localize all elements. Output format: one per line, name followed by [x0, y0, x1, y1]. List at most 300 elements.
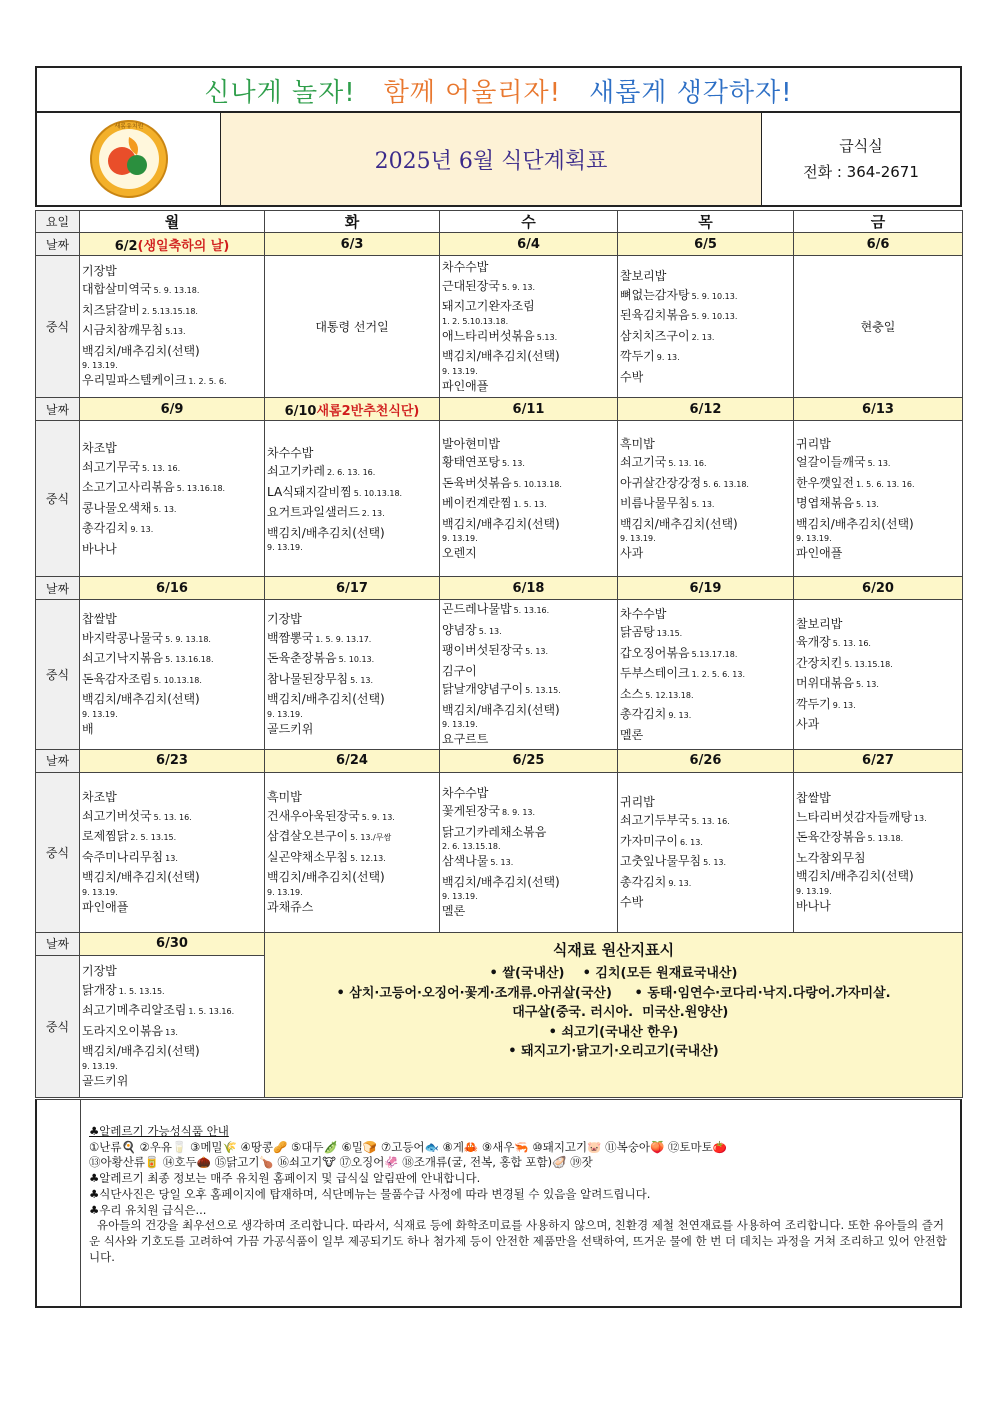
menu-item [267, 524, 437, 543]
menu-item [796, 886, 960, 897]
menu-item [442, 784, 615, 803]
dish-name: 쇠고기무국 [82, 459, 140, 474]
allergen-codes: 8. 9. 13. [501, 808, 536, 817]
allergen-codes: 5. 13. 16. [153, 812, 192, 822]
notice-line-4: ♣식단사진은 당일 오후 홈페이지에 탑재하며, 식단메뉴는 물품수급 사정에 따라 변경될 수 있음을 알려드립니다. [89, 1186, 651, 1201]
dish-name: 느타리버섯감자들깨탕 [796, 809, 912, 824]
dish-name: 대합살미역국 [82, 282, 152, 296]
menu-item [620, 544, 791, 563]
dish-name: 찹쌀밥 [796, 791, 831, 805]
menu-item [82, 629, 262, 650]
weekday-0: 월 [80, 211, 265, 233]
dish-name: 쇠고기국 [620, 455, 667, 469]
dish-name: 총각김치 [620, 874, 667, 889]
holiday-cell: 대통령 선거일 [265, 256, 440, 398]
meal-cell [265, 772, 440, 932]
dish-name: 멜론 [620, 727, 644, 742]
menu-item [267, 848, 437, 869]
menu-item [82, 962, 262, 981]
dish-name: LA식돼지갈비찜 [267, 484, 352, 499]
meal-cell [618, 772, 794, 932]
menu-item [620, 705, 791, 726]
notice-line-3: ♣알레르기 최종 정보는 매주 유치원 홈페이지 및 급식실 알림판에 안내합니다. [89, 1171, 481, 1186]
dish-name: 백김치/배추김치(선택) [442, 516, 560, 531]
menu-item [82, 301, 262, 322]
dish-name: 바지락콩나물국 [82, 630, 164, 645]
dish-name: 팽이버섯된장국 [442, 643, 524, 657]
menu-item [267, 629, 437, 650]
menu-item [620, 623, 791, 644]
dish-name: 차수수밥 [442, 785, 489, 800]
menu-item [82, 709, 262, 720]
dish-name: 총각김치 [82, 521, 129, 535]
allergen-codes: 9. 13. [130, 525, 154, 534]
menu-item [442, 891, 615, 902]
dish-name: 오렌지 [442, 546, 477, 560]
dish-name: 파인애플 [442, 378, 489, 393]
menu-item [82, 887, 262, 898]
date-row [36, 233, 963, 256]
menu-item [442, 258, 615, 277]
menu-item [442, 730, 615, 749]
allergen-codes: 9. 13.19. [82, 709, 118, 719]
dish-name: 삼색나물 [442, 854, 489, 868]
dish-name: 골드키위 [267, 721, 314, 736]
menu-item [82, 1072, 262, 1091]
menu-item [620, 368, 791, 387]
date-text: 6/23 [156, 753, 188, 768]
menu-item [620, 435, 791, 454]
dish-name: 배 [82, 721, 94, 736]
menu-item [267, 720, 437, 739]
date-text: 6/9 [160, 401, 184, 417]
dish-name: 돈육버섯볶음 [442, 475, 512, 490]
date-cell [80, 577, 265, 600]
menu-item [267, 898, 437, 917]
allergen-codes: 2. 13. [691, 332, 715, 342]
dish-name: 닭날개양념구이 [442, 682, 524, 696]
menu-item [442, 316, 615, 327]
dept-label: 급식실 [839, 137, 883, 155]
menu-item [620, 474, 791, 495]
dish-name: 쇠고기메추리알조림 [82, 1003, 187, 1017]
date-row [36, 932, 963, 955]
menu-item [442, 453, 615, 474]
menu-item [82, 670, 262, 691]
date-text: 6/19 [689, 580, 722, 596]
date-cell [440, 233, 618, 256]
allergen-codes: 13.15. [656, 629, 683, 638]
allergen-codes: 5. 12.13. [350, 853, 386, 863]
kindergarten-logo-icon [89, 119, 169, 199]
date-cell [794, 233, 963, 256]
allergen-codes: 1. 2. 5. 6. [188, 377, 227, 386]
date-text: 6/6 [866, 236, 890, 252]
allergen-codes: 5. 13.18. [867, 834, 904, 843]
date-text: 6/27 [862, 753, 894, 768]
dish-name: 근대된장국 [442, 278, 500, 293]
dish-name: 간장치킨 [796, 655, 843, 670]
origin-line: • 쌀(국내산) • 김치(모든 원재료국내산) [489, 966, 738, 981]
date-note: 새롬2반추천식단) [316, 403, 420, 419]
meal-cell [80, 421, 265, 577]
dish-name: 흑미밥 [620, 436, 655, 451]
dish-name: 요구르트 [442, 732, 489, 746]
contact-info [762, 113, 960, 205]
allergen-codes: 5. 9. 13.18. [153, 286, 200, 295]
dish-name: 백김치/배추김치(선택) [796, 869, 914, 883]
menu-item [267, 503, 437, 524]
menu-item [442, 347, 615, 366]
meal-cell [794, 421, 963, 577]
allergen-codes: 5. 13. [490, 858, 514, 867]
dish-name: 쇠고기버섯국 [82, 808, 152, 823]
allergen-codes: 2. 6. 13. 16. [326, 468, 376, 478]
weekday-4: 금 [794, 211, 963, 233]
date-text: 6/30 [156, 936, 188, 951]
origin-line: 대구살(중국. 러시아. 미국산.원양산) [498, 1005, 729, 1020]
menu-item [620, 533, 791, 544]
allergy-heading: ♣알레르기 가능성식품 안내 [89, 1124, 229, 1138]
allergen-codes: 5. 13. 16. [691, 817, 730, 826]
menu-item [620, 347, 791, 368]
allergen-codes: 5. 10.13.18. [353, 488, 403, 498]
menu-item [267, 670, 437, 691]
dish-name: 과채쥬스 [267, 899, 314, 914]
slogan-1: 신나게 놀자! [204, 77, 356, 108]
menu-item [267, 827, 437, 848]
menu-item [442, 802, 615, 823]
dish-name: 건새우아욱된장국 [267, 808, 360, 823]
allergen-codes: 5. 13.15.18. [844, 659, 893, 669]
date-cell [618, 749, 794, 772]
allergen-codes: 9. 13.19. [442, 534, 478, 543]
menu-item [796, 867, 960, 886]
meal-cell [440, 600, 618, 750]
date-cell [440, 749, 618, 772]
menu-item [620, 664, 791, 685]
allergen-codes: 9. 13.19. [442, 366, 478, 376]
allergen-codes: 5. 13. [855, 680, 879, 690]
dish-name: 백김치/배추김치(선택) [267, 692, 385, 707]
dish-name: 돈육감자조림 [82, 671, 152, 686]
menu-item [442, 852, 615, 873]
menu-item [620, 893, 791, 912]
allergen-codes: 5. 9. 10.13. [691, 312, 738, 321]
date-text: 6/11 [512, 401, 545, 417]
allergen-codes: 2. 5. 13.15. [130, 833, 177, 842]
menu-item [82, 788, 262, 807]
menu-item [267, 462, 437, 483]
menu-item [796, 453, 960, 474]
allergen-codes: 5. 9. 10.13. [691, 291, 738, 301]
allergen-codes: 5. 13.16. [513, 606, 550, 615]
svg-text:새롬유치원: 새롬유치원 [114, 123, 143, 130]
menu-item [796, 808, 960, 829]
menu-item [442, 621, 615, 642]
date-cell [618, 577, 794, 600]
holiday-cell: 현충일 [794, 256, 963, 398]
dish-name: 요거트과일샐러드 [267, 505, 360, 520]
date-text: 6/10 [284, 403, 317, 419]
menu-item [620, 685, 791, 706]
menu-item [796, 654, 960, 675]
menu-table [35, 210, 963, 1098]
menu-item [82, 458, 262, 479]
menu-item [620, 286, 791, 307]
dish-name: 꽃게된장국 [442, 804, 500, 818]
dish-name: 황태연포탕 [442, 455, 500, 469]
menu-item [796, 674, 960, 695]
slogan-2: 함께 어울리자! [383, 77, 562, 108]
lunch-label: 중식 [36, 955, 80, 1097]
allergen-codes: 5. 13.16.18. [176, 484, 226, 493]
allergen-codes: 5. 6. 13.18. [703, 479, 749, 489]
allergen-codes: 5. 13.16.18. [165, 655, 214, 665]
menu-item [82, 807, 262, 828]
dish-name: 기장밥 [82, 964, 117, 978]
dish-name: 골드키위 [82, 1073, 129, 1088]
menu-item [620, 832, 791, 853]
slogan-bar [35, 66, 962, 112]
dish-name: 도라지오이볶음 [82, 1023, 164, 1038]
date-row [36, 577, 963, 600]
menu-item [442, 902, 615, 921]
menu-item [620, 453, 791, 474]
allergen-codes: 5. 13.15. [525, 686, 561, 695]
allergen-codes: 1. 5. 6. 13. 16. [855, 479, 915, 489]
origin-line: • 쇠고기(국내산 한우) [548, 1024, 679, 1040]
menu-item [82, 898, 262, 917]
meal-cell [80, 256, 265, 398]
allergen-codes: 5. 10.13. [338, 655, 375, 665]
allergen-codes: 5. 13./무쌈 [350, 833, 392, 842]
allergen-codes: 1. 5. 9. 13.17. [315, 634, 372, 644]
menu-item [620, 306, 791, 327]
allergen-codes: 9. 13.19. [442, 892, 478, 901]
allergen-codes: 9. 13.19. [796, 886, 832, 896]
dish-name: 실곤약채소무침 [267, 849, 349, 864]
dish-name: 쇠고기두부국 [620, 813, 690, 827]
date-text: 6/2 [114, 238, 138, 254]
menu-item [442, 474, 615, 495]
date-text: 6/3 [340, 236, 364, 252]
dish-name: 깍두기 [796, 696, 831, 711]
date-label: 날짜 [36, 577, 80, 600]
menu-item [796, 544, 960, 563]
date-label: 날짜 [36, 233, 80, 256]
dish-name: 파인애플 [796, 546, 843, 560]
menu-item [620, 515, 791, 534]
dish-name: 아귀살간장강정 [620, 475, 702, 490]
meal-cell [80, 600, 265, 750]
menu-item [82, 981, 262, 1002]
menu-item [82, 360, 262, 371]
menu-item [82, 342, 262, 361]
allergen-codes: 5. 13. [703, 858, 727, 867]
lunch-label: 중식 [36, 600, 80, 750]
lunch-label: 중식 [36, 421, 80, 577]
menu-item [620, 793, 791, 812]
dish-name: 백김치/배추김치(선택) [82, 870, 200, 884]
dish-name: 양념장 [442, 622, 477, 637]
dish-name: 귀리밥 [796, 436, 831, 451]
menu-item [267, 690, 437, 709]
menu-item [267, 807, 437, 828]
date-row [36, 398, 963, 421]
meal-cell [80, 955, 265, 1097]
allergen-codes: 9. 13.19. [82, 887, 118, 897]
menu-item [620, 852, 791, 873]
menu-item [796, 615, 960, 634]
dish-name: 백짬뽕국 [267, 630, 314, 645]
dish-name: 고춧잎나물무침 [620, 854, 702, 868]
menu-item [82, 690, 262, 709]
allergy-list-2: ⑬아황산류🥫 ⑭호두🌰 ⑮닭고기🍗 ⑯쇠고기🐮 ⑰오징어🦑 ⑱조개류(굴, 전복, 홍합 포함)🦪 ⑲잣 [89, 1155, 593, 1170]
menu-item [796, 633, 960, 654]
allergen-codes: 9. 13.19. [267, 543, 303, 553]
allergen-codes: 9. 13.19. [82, 1061, 118, 1071]
allergen-codes: 9. 13. [832, 700, 856, 710]
dish-name: 육개장 [796, 635, 831, 650]
allergen-codes: 5. 10.13.18. [153, 675, 202, 685]
date-text: 6/26 [689, 753, 722, 768]
allergen-codes: 2. 13. [361, 509, 385, 519]
dish-name: 콩나물오색채 [82, 500, 152, 515]
dish-name: 차수수밥 [620, 606, 667, 621]
dish-name: 백김치/배추김치(선택) [82, 692, 200, 707]
dish-name: 흑미밥 [267, 790, 302, 804]
weekday-row [36, 211, 963, 233]
origin-line: • 돼지고기·닭고기·오리고기(국내산) [508, 1044, 719, 1059]
menu-item [796, 828, 960, 849]
date-cell [794, 749, 963, 772]
allergen-codes: 5. 9. 13. [361, 812, 395, 822]
day-label: 요일 [36, 211, 80, 233]
menu-item [82, 610, 262, 629]
notice-line-5: ♣우리 유치원 급식은... [89, 1202, 207, 1217]
allergen-codes: 9. 13. [668, 711, 692, 720]
allergen-codes: 5. 13. [153, 504, 177, 514]
dish-name: 로제찜닭 [82, 829, 129, 843]
allergen-codes: 5.13. [536, 332, 558, 342]
date-text: 6/18 [512, 580, 545, 596]
dish-name: 비름나물무침 [620, 496, 690, 510]
menu-item [620, 494, 791, 515]
date-cell [80, 233, 265, 256]
allergen-codes: 5. 13. [478, 626, 502, 636]
dish-name: 차조밥 [82, 441, 117, 455]
dish-name: 백김치/배추김치(선택) [442, 702, 560, 717]
menu-item [442, 494, 615, 515]
menu-item [82, 321, 262, 342]
allergen-codes: 5. 13. [691, 500, 715, 509]
menu-item [82, 848, 262, 869]
allergen-codes: 9. 13.19. [82, 361, 118, 370]
allergen-codes: 13. [165, 853, 178, 863]
dish-name: 차수수밥 [442, 260, 489, 274]
allergen-codes: 5. 13. [350, 675, 374, 685]
lunch-row [36, 421, 963, 577]
allergen-codes: 5. 13. 16. [668, 459, 707, 468]
dish-name: 백김치/배추김치(선택) [442, 874, 560, 889]
allergen-codes: 5. 13. [525, 647, 549, 656]
dish-name: 애느타리버섯볶음 [442, 328, 535, 343]
dish-name: 백김치/배추김치(선택) [267, 870, 385, 884]
menu-item [267, 887, 437, 898]
allergen-codes: 5. 13. 16. [832, 639, 871, 649]
date-text: 6/16 [156, 580, 188, 596]
dish-name: 귀리밥 [620, 794, 655, 809]
menu-item [267, 709, 437, 720]
date-text: 6/25 [512, 753, 545, 768]
menu-item [796, 715, 960, 734]
allergen-codes: 1. 5. 13.16. [188, 1007, 235, 1016]
dish-name: 얼갈이들깨국 [796, 455, 866, 469]
menu-item [442, 680, 615, 701]
menu-item [82, 868, 262, 887]
allergen-codes: 9. 13.19. [442, 720, 478, 729]
menu-item [82, 1001, 262, 1022]
meal-cell [618, 421, 794, 577]
date-cell [440, 577, 618, 600]
date-cell [794, 398, 963, 421]
dish-name: 우리밀파스텔케이크 [82, 373, 187, 387]
date-cell [618, 398, 794, 421]
dish-name: 머위대볶음 [796, 676, 854, 691]
date-label: 날짜 [36, 749, 80, 772]
allergen-codes: 9. 13.19. [267, 709, 303, 719]
menu-item [442, 366, 615, 377]
menu-item [796, 435, 960, 454]
dish-name: 쇠고기낙지볶음 [82, 651, 164, 666]
menu-item [442, 515, 615, 534]
meal-cell [440, 421, 618, 577]
menu-item [442, 641, 615, 662]
menu-item [82, 1042, 262, 1061]
weekday-3: 목 [618, 211, 794, 233]
dish-name: 백김치/배추김치(선택) [796, 516, 914, 531]
allergen-codes: 9. 13.19. [267, 887, 303, 897]
menu-item [620, 811, 791, 832]
dish-name: 소스 [620, 686, 644, 701]
dish-name: 닭개장 [82, 982, 117, 997]
allergy-list-1: ①난류🍳 ②우유🥛 ③메밀🌾 ④땅콩🥜 ⑤대두🫛 ⑥밀🍞 ⑦고등어🐟 ⑧게🦀 ⑨새우🦐 ⑩돼지고기🐷 ⑪복숭아🍑 ⑫토마토🍅 [89, 1139, 728, 1154]
dish-name: 발아현미밥 [442, 436, 500, 451]
dish-name: 숙주미나리무침 [82, 849, 164, 864]
meal-cell [440, 772, 618, 932]
allergen-codes: 2. 5.13.15.18. [141, 306, 198, 316]
allergen-codes: 5.13.17.18. [691, 649, 738, 659]
lunch-row [36, 256, 963, 398]
dish-name: 시금치참깨무침 [82, 323, 164, 337]
menu-item [267, 542, 437, 553]
menu-item [442, 823, 615, 842]
menu-item [796, 474, 960, 495]
menu-item [442, 662, 615, 681]
menu-item [796, 849, 960, 868]
dish-name: 찹쌀밥 [82, 612, 117, 627]
menu-item [442, 841, 615, 852]
dish-name: 차조밥 [82, 790, 117, 804]
dish-name: 된육김치볶음 [620, 308, 690, 322]
allergen-codes: 13. [913, 813, 927, 823]
date-text: 6/5 [694, 236, 717, 252]
dish-name: 기장밥 [82, 263, 117, 278]
menu-item [82, 371, 262, 392]
date-text: 6/13 [862, 401, 894, 417]
dish-name: 한우깻잎전 [796, 475, 854, 490]
